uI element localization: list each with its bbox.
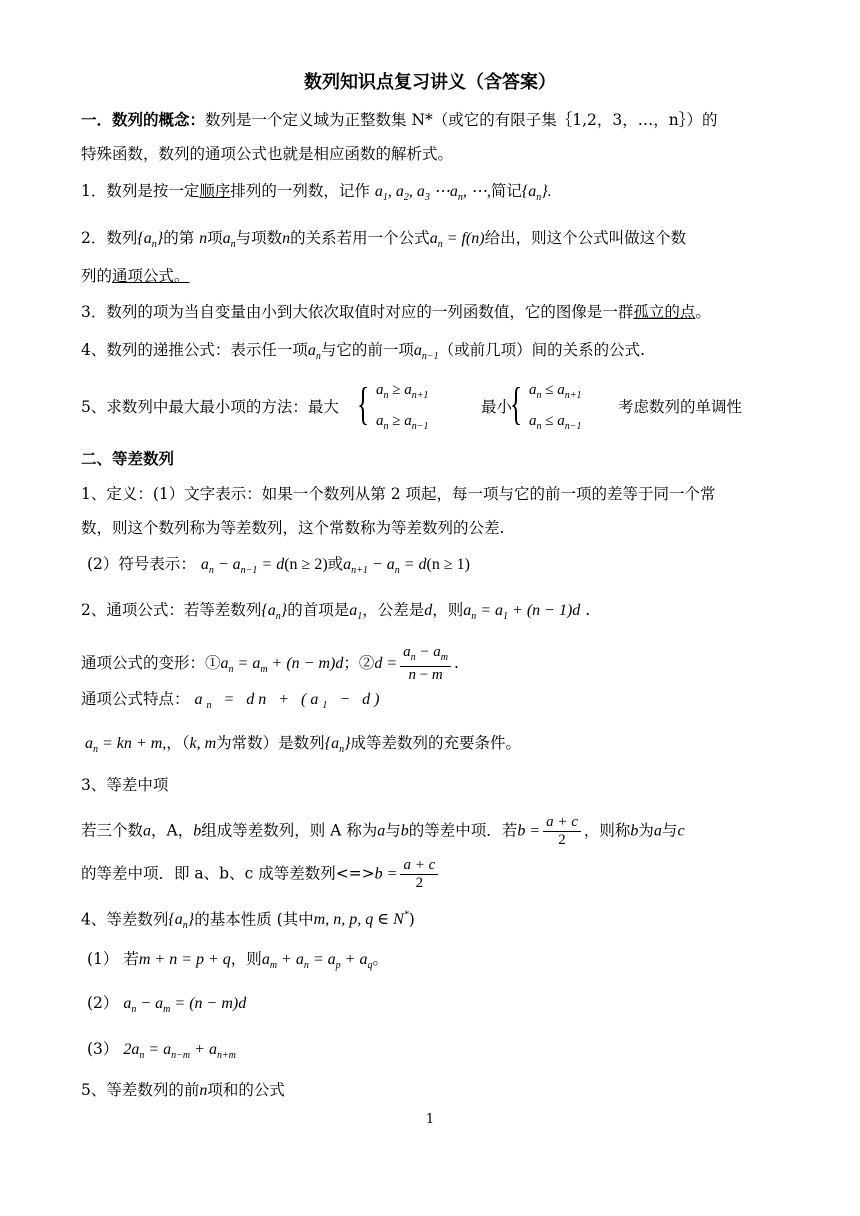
general-term-variant: 通项公式的变形：$①a_n = a_m + (n - m)d$；②d = $\frac{a_n - a_m}{n - m}$ . [81, 644, 459, 683]
min-brace: { [509, 378, 523, 429]
definition-symbolic: (2）符号表示： $a_n - a_{n-1} = d(n \ge 2)$或$a_{n+1} - a_n = d(n \ge 1)$ [87, 555, 470, 577]
fraction-mean-1: $\frac{a + c}{2}$ [543, 814, 581, 849]
max-brace: { [356, 378, 370, 429]
min-condition-1: $a_n \le a_{n+1}$ [529, 382, 582, 401]
item-5: 5、求数列中最大最小项的方法：最大 [81, 398, 339, 416]
max-condition-1: $a_n \ge a_{n+1}$ [376, 382, 429, 401]
item-1: 1．数列是按一定顺序排列的一列数，记作 $a_1$, $a_2$, $a_3$ $\cdots a_n$, ⋯,简记$\{a_n\}$. [81, 182, 552, 204]
definition-line1: 1、定义：(1）文字表示：如果一个数列从第 2 项起，每一项与它的前一项的差等于同一个常 [81, 485, 716, 503]
arithmetic-mean-line2: 的等差中项．即 a、b、c 成等差数列<=>b = $\frac{a + c}{2}$ [81, 857, 441, 892]
monotonic-note: 考虑数列的单调性 [618, 398, 743, 416]
property-3: (3） $2a_n = a_{n-m} + a_{n+m}$ [87, 1040, 236, 1062]
concept-intro-line2: 特殊函数，数列的通项公式也就是相应函数的解析式。 [81, 145, 454, 163]
arithmetic-mean-line1: 若三个数a，A，b组成等差数列，则 A 称为a与b的等差中项．若b = $\frac{a + c}{2}$ ，则称b为a与c [81, 814, 685, 848]
page-title: 数列知识点复习讲义（含答案） [304, 72, 556, 93]
sum-formula-heading: 5、等差数列的前n项和的公式 [81, 1081, 285, 1099]
definition-line2: 数，则这个数列称为等差数列，这个常数称为等差数列的公差. [81, 519, 505, 537]
item-4: 4、数列的递推公式：表示任一项$a_n$与它的前一项$a_{n-1}$（或前几项）间的关系的公式. [81, 341, 646, 363]
item-3: 3．数列的项为当自变量由小到大依次取值时对应的一列函数值，它的图像是一群孤立的点。 [81, 303, 711, 321]
fraction-mean-2: $\frac{a + c}{2}$ [400, 857, 438, 892]
min-label: 最小 [481, 398, 513, 416]
arithmetic-mean-heading: 3、等差中项 [81, 776, 169, 794]
section1-heading: 一．数列的概念： [81, 111, 206, 129]
item-2-cont: 列的通项公式。 [81, 267, 190, 285]
max-condition-2: $a_n \ge a_{n-1}$ [376, 413, 429, 432]
general-term: 2、通项公式：若等差数列$\{a_n\}$的首项是$a_1$，公差是d，则$a_n = a_1 + (n - 1)d$ . [81, 601, 591, 623]
min-condition-2: $a_n \le a_{n-1}$ [529, 413, 582, 432]
linear-condition: $a_n$ = kn + m,，（k, m为常数）是数列$\{a_n\}$成等差数列的充要条件。 [85, 734, 522, 756]
item-2: 2．数列$\{a_n\}$的第 n项$a_n$与项数n的关系若用一个公式$a_n = f(n)$给出，则这个公式叫做这个数 [81, 229, 687, 251]
section2-heading: 二、等差数列 [81, 450, 175, 468]
fraction-d: $\frac{a_n - a_m}{n - m}$ [400, 644, 451, 684]
general-term-feature: 通项公式特点： $a_n$ = dn + $(a_1 - d)$ [81, 690, 384, 712]
concept-intro-line1: 一．数列的概念：数列是一个定义域为正整数集 N*（或它的有限子集｛1,2，3，…，n｝）的 [81, 111, 718, 129]
property-2: (2） $a_n - a_m = (n - m)d$ [87, 994, 247, 1016]
properties-heading: 4、等差数列$\{a_n\}$的基本性质 (其中m, n, p, q ∈ N*) [81, 910, 415, 932]
property-1: (1） 若m + n = p + q，则$a_m + a_n = a_p + a_q$。 [87, 950, 388, 972]
page-number: 1 [425, 1112, 435, 1127]
